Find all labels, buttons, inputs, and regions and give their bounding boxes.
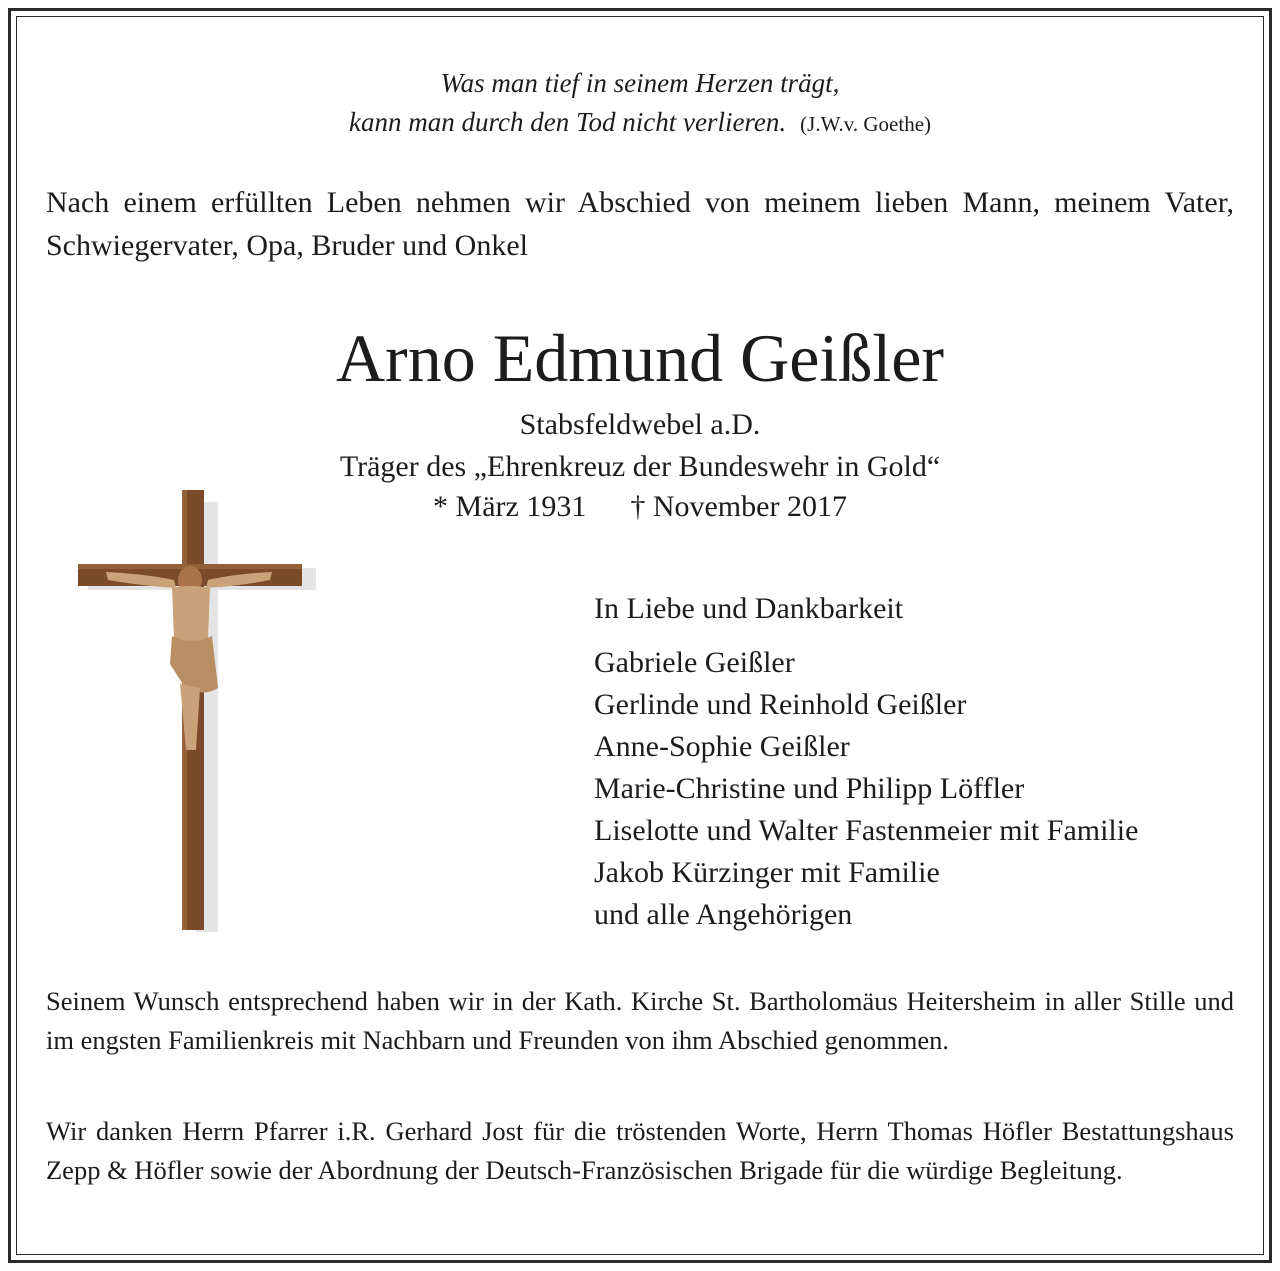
death-date: † November 2017 bbox=[630, 490, 847, 523]
mourners-lead: In Liebe und Dankbarkeit bbox=[594, 592, 904, 625]
goethe-quote bbox=[0, 64, 1280, 144]
quote-line-2 bbox=[0, 103, 1280, 144]
quote-line-2-text: kann man durch den Tod nicht verlieren. bbox=[348, 107, 787, 137]
mourner-name: Anne-Sophie Geißler bbox=[594, 730, 850, 763]
birth-date: * März 1931 bbox=[433, 490, 587, 523]
mourner-name: Liselotte und Walter Fastenmeier mit Familie bbox=[594, 814, 1139, 847]
mourner-name: Gabriele Geißler bbox=[594, 646, 795, 679]
funeral-paragraph: Seinem Wunsch entsprechend haben wir in der Kath. Kirche St. Bartholomäus Heitersheim in aller Stille und im engsten Familienkreis mit Nachbarn und Freunden von ihm Abschied genommen. bbox=[46, 986, 1234, 1055]
quote-line-1: Was man tief in seinem Herzen trägt, bbox=[440, 68, 840, 98]
deceased-award: Träger des „Ehrenkreuz der Bundeswehr in Gold“ bbox=[339, 450, 941, 483]
intro-text: Nach einem erfüllten Leben nehmen wir Abschied von meinem lieben Mann, meinem Vater, Schwiegervater, Opa, Bruder und Onkel bbox=[46, 186, 1234, 262]
mourner-name: Marie-Christine und Philipp Löffler bbox=[594, 772, 1025, 805]
mourner-name: Gerlinde und Reinhold Geißler bbox=[594, 688, 967, 721]
thanks-paragraph: Wir danken Herrn Pfarrer i.R. Gerhard Jost für die tröstenden Worte, Herrn Thomas Höfler Bestattungshaus Zepp & Höfler sowie der Abordnung der Deutsch-Französischen Brigade für die würdige Begleitung. bbox=[46, 1116, 1234, 1185]
mourner-name: Jakob Kürzinger mit Familie bbox=[594, 856, 940, 889]
crucifix-icon bbox=[76, 488, 326, 934]
deceased-rank: Stabsfeldwebel a.D. bbox=[519, 408, 761, 441]
deceased-name: Arno Edmund Geißler bbox=[335, 320, 945, 396]
mourner-name: und alle Angehörigen bbox=[594, 898, 853, 931]
quote-author: (J.W.v. Goethe) bbox=[800, 112, 932, 136]
mourners-block bbox=[594, 588, 1254, 936]
